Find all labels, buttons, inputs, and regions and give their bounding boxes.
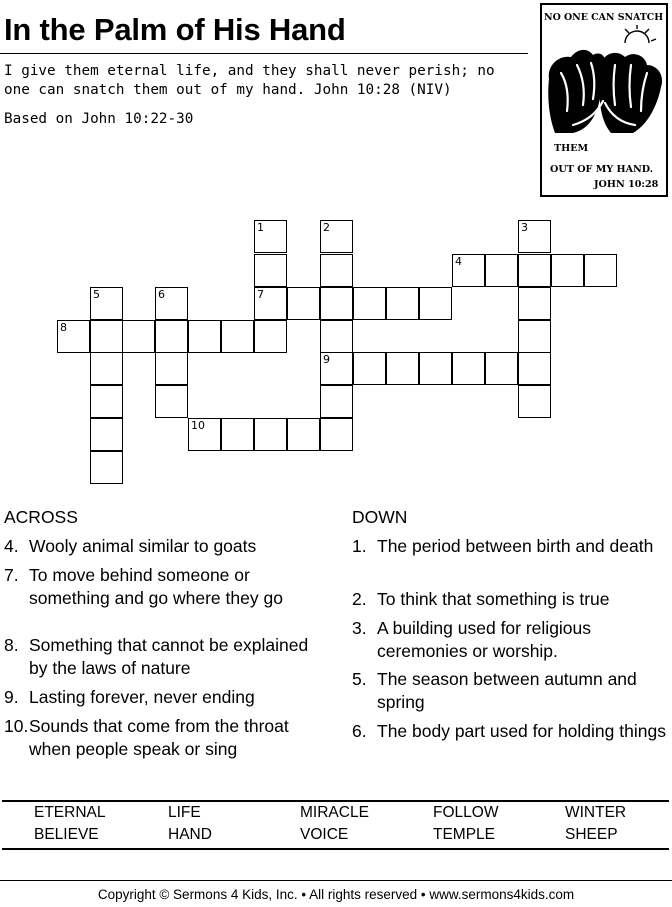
copyright-footer: Copyright © Sermons 4 Kids, Inc. • All rights reserved • www.sermons4kids.com xyxy=(97,887,575,902)
crossword-cell[interactable] xyxy=(419,287,452,320)
logo-text-out-of-my-hand: OUT OF MY HAND. xyxy=(550,164,654,175)
crossword-cell[interactable] xyxy=(518,385,551,418)
logo-text-them: THEM xyxy=(554,143,589,154)
crossword-cell[interactable] xyxy=(90,320,123,353)
clue-number: 8 xyxy=(60,321,67,334)
clue-number: 10 xyxy=(191,419,205,432)
word-bank-item: SHEEP xyxy=(565,826,618,843)
crossword-cell[interactable] xyxy=(320,320,353,353)
clue-text: The body part used for holding things xyxy=(377,721,666,741)
word-bank-item: VOICE xyxy=(300,826,349,843)
clue-num: 6. xyxy=(352,721,367,741)
crossword-cell[interactable] xyxy=(254,320,287,353)
crossword-cell[interactable] xyxy=(155,287,188,320)
clue-num: 5. xyxy=(352,669,367,689)
crossword-cell[interactable] xyxy=(155,320,188,353)
crossword-cell[interactable] xyxy=(221,418,254,451)
clue-text: To think that something is true xyxy=(377,589,610,609)
clue-number: 2 xyxy=(323,221,330,234)
clue-num: 1. xyxy=(352,536,367,556)
crossword-cell[interactable] xyxy=(518,352,551,385)
word-bank-item: TEMPLE xyxy=(433,826,496,843)
clue-text: Something that cannot be explained by the laws of nature xyxy=(29,635,309,678)
crossword-cell[interactable] xyxy=(485,254,518,287)
crossword-cell[interactable] xyxy=(584,254,617,287)
word-bank-item: LIFE xyxy=(168,804,201,821)
crossword-cell[interactable] xyxy=(518,320,551,353)
crossword-cell[interactable] xyxy=(320,254,353,287)
crossword-cell[interactable] xyxy=(90,287,123,320)
crossword-cell[interactable] xyxy=(551,254,584,287)
clue-text: To move behind someone or something and go where they go xyxy=(29,565,283,608)
word-bank-item: FOLLOW xyxy=(433,804,499,821)
crossword-cell[interactable] xyxy=(90,418,123,451)
crossword-cell[interactable] xyxy=(90,385,123,418)
footer-divider xyxy=(0,880,672,881)
crossword-cell[interactable] xyxy=(518,254,551,287)
crossword-cell[interactable] xyxy=(221,320,254,353)
clue-num: 8. xyxy=(4,635,19,655)
page-title: In the Palm of His Hand xyxy=(4,12,346,47)
clue-number: 7 xyxy=(257,288,264,301)
crossword-cell[interactable] xyxy=(320,220,353,253)
clue-number: 4 xyxy=(455,255,462,268)
crossword-cell[interactable] xyxy=(452,254,485,287)
clue-num: 2. xyxy=(352,589,367,609)
crossword-cell[interactable] xyxy=(386,352,419,385)
clue-number: 9 xyxy=(323,353,330,366)
crossword-cell[interactable] xyxy=(320,352,353,385)
word-bank xyxy=(2,800,669,850)
clue-text: Wooly animal similar to goats xyxy=(29,536,257,556)
word-bank-item: WINTER xyxy=(565,804,627,821)
clue-number: 5 xyxy=(93,288,100,301)
crossword-cell[interactable] xyxy=(155,352,188,385)
logo-text-reference: JOHN 10:28 xyxy=(594,179,659,190)
crossword-cell[interactable] xyxy=(254,220,287,253)
crossword-cell[interactable] xyxy=(419,352,452,385)
crossword-cell[interactable] xyxy=(287,418,320,451)
crossword-cell[interactable] xyxy=(518,287,551,320)
crossword-cell[interactable] xyxy=(386,287,419,320)
word-bank-item: MIRACLE xyxy=(300,804,369,821)
crossword-cell[interactable] xyxy=(90,352,123,385)
crossword-cell[interactable] xyxy=(320,385,353,418)
clue-text: A building used for religious ceremonies or worship. xyxy=(377,618,592,661)
word-bank-item: ETERNAL xyxy=(34,804,106,821)
word-bank-item: BELIEVE xyxy=(34,826,99,843)
crossword-cell[interactable] xyxy=(254,418,287,451)
clue-num: 3. xyxy=(352,618,367,638)
crossword-cell[interactable] xyxy=(485,352,518,385)
clue-text: Sounds that come from the throat when people speak or sing xyxy=(29,716,289,759)
clue-number: 6 xyxy=(158,288,165,301)
scripture-verse: I give them eternal life, and they shall never perish; no one can snatch them out of my hand. John 10:28 (NIV) xyxy=(4,63,495,98)
clue-number: 1 xyxy=(257,221,264,234)
crossword-cell[interactable] xyxy=(188,418,221,451)
crossword-cell[interactable] xyxy=(452,352,485,385)
crossword-cell[interactable] xyxy=(353,352,386,385)
crossword-cell[interactable] xyxy=(320,287,353,320)
logo-top-text: NO ONE CAN SNATCH xyxy=(544,12,664,23)
crossword-cell[interactable] xyxy=(57,320,90,353)
word-bank-item: HAND xyxy=(168,826,212,843)
crossword-cell[interactable] xyxy=(254,287,287,320)
clue-number: 3 xyxy=(521,221,528,234)
clue-num: 7. xyxy=(4,565,19,585)
clue-text: Lasting forever, never ending xyxy=(29,687,255,707)
crossword-cell[interactable] xyxy=(122,320,155,353)
clue-text: The season between autumn and spring xyxy=(377,669,637,712)
crossword-cell[interactable] xyxy=(90,451,123,484)
crossword-cell[interactable] xyxy=(254,254,287,287)
clue-text: The period between birth and death xyxy=(377,536,654,556)
clue-num: 4. xyxy=(4,536,19,556)
clue-num: 9. xyxy=(4,687,19,707)
down-heading: DOWN xyxy=(352,507,408,527)
crossword-cell[interactable] xyxy=(320,418,353,451)
crossword-cell[interactable] xyxy=(155,385,188,418)
crossword-cell[interactable] xyxy=(518,220,551,253)
across-heading: ACROSS xyxy=(4,507,78,527)
crossword-cell[interactable] xyxy=(287,287,320,320)
clue-num: 10. xyxy=(4,716,29,736)
crossword-cell[interactable] xyxy=(188,320,221,353)
based-on-reference: Based on John 10:22-30 xyxy=(4,111,194,127)
crossword-cell[interactable] xyxy=(353,287,386,320)
